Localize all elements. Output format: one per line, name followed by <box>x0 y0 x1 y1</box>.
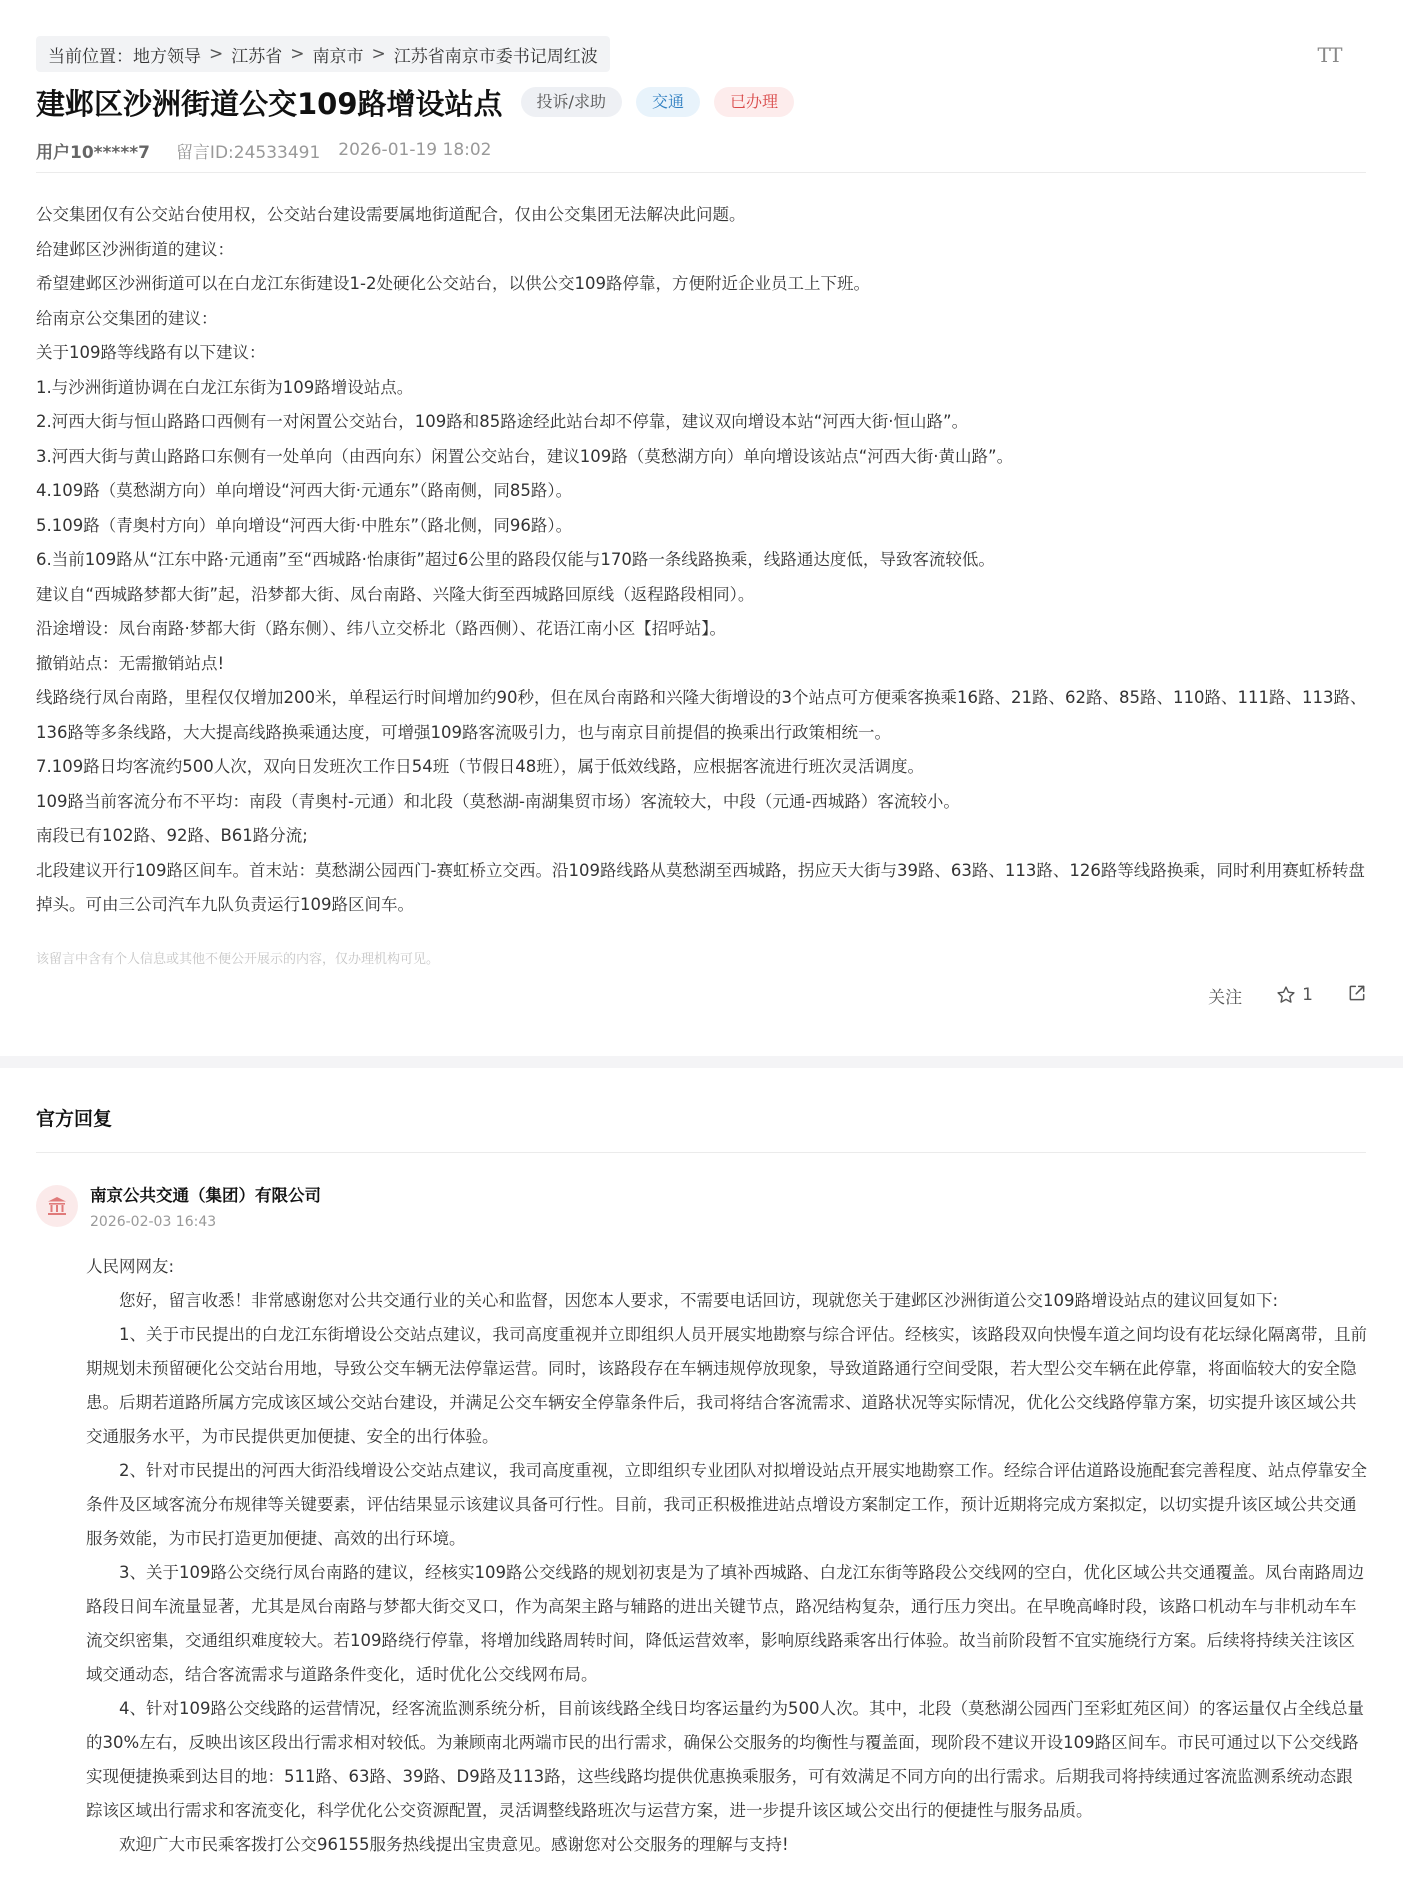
breadcrumb-item[interactable]: 江苏省南京市委书记周红波 <box>393 46 598 67</box>
divider <box>36 172 1366 173</box>
message-paragraph: 6.当前109路从“江东中路·元通南”至“西城路·怡康街”超过6公里的路段仅能与170路一条线路换乘，线路通达度低，导致客流较低。 <box>36 550 995 569</box>
org-name: 南京公共交通（集团）有限公司 <box>90 1186 321 1205</box>
share-icon <box>1347 983 1367 1003</box>
star-icon <box>1276 985 1296 1005</box>
message-paragraph: 4.109路（莫愁湖方向）单向增设“河西大街·元通东”（路南侧，同85路）。 <box>36 481 573 500</box>
post-meta <box>36 138 492 162</box>
title-row <box>36 80 808 124</box>
status-badge: 已办理 <box>714 87 794 117</box>
message-paragraph: 关于109路等线路有以下建议： <box>36 343 266 362</box>
reply-header <box>36 1180 321 1232</box>
favorite-count: 1 <box>1302 985 1313 1005</box>
breadcrumb-separator: > <box>371 44 386 64</box>
privacy-note: 该留言中含有个人信息或其他不便公开展示的内容，仅办理机构可见。 <box>36 952 440 967</box>
post-user: 用户10*****7 <box>36 142 150 163</box>
message-paragraph: 给建邺区沙洲街道的建议： <box>36 239 234 259</box>
share-button[interactable] <box>1347 983 1367 1008</box>
divider <box>36 1152 1366 1153</box>
message-paragraph: 撤销站点：无需撤销站点! <box>36 653 225 673</box>
reply-paragraph: 2、针对市民提出的河西大街沿线增设公交站点建议，我司高度重视，立即组织专业团队对拟增设站点开展实地勘察工作。经综合评估道路设施配套完善程度、站点停靠安全条件及区域客流分布规律等关键要素，评估结果显示该建议具备可行性。目前，我司正积极推进站点增设方案制定工作，预计近期将完成方案拟定，以切实提升该区域公共交通服务效能，为市民打造更加便捷、高效的出行环境。 <box>86 1461 1367 1548</box>
reply-paragraph: 欢迎广大市民乘客拨打公交96155服务热线提出宝贵意见。感谢您对公交服务的理解与支持! <box>119 1835 789 1854</box>
post-actions <box>1208 980 1367 1010</box>
reply-paragraph: 您好，留言收悉！非常感谢您对公共交通行业的关心和监督，因您本人要求，不需要电话回访，现就您关于建邺区沙洲街道公交109路增设站点的建议回复如下: <box>119 1291 1279 1310</box>
message-paragraph: 北段建议开行109路区间车。首末站：莫愁湖公园西门-赛虹桥立交西。沿109路线路从莫愁湖至西城路，拐应天大街与39路、63路、113路、126路等线路换乘，同时利用赛虹桥转盘掉头。可由三公司汽车九队负责运行109路区间车。 <box>36 860 1365 914</box>
message-paragraph: 沿途增设：凤台南路·梦都大街（路东侧）、纬八立交桥北（路西侧）、花语江南小区【招呼站】。 <box>36 619 726 638</box>
message-paragraph: 建议自“西城路梦都大街”起，沿梦都大街、凤台南路、兴隆大街至西城路回原线（返程路段相同）。 <box>36 584 755 604</box>
breadcrumb-separator: > <box>209 44 224 64</box>
message-paragraph: 希望建邺区沙洲街道可以在白龙江东街建设1-2处硬化公交站台，以供公交109路停靠，方便附近企业员工上下班。 <box>36 274 870 293</box>
message-paragraph: 线路绕行凤台南路，里程仅仅增加200米，单程运行时间增加约90秒，但在凤台南路和兴隆大街增设的3个站点可方便乘客换乘16路、21路、62路、85路、110路、111路、113路、136路等多条线路，大大提高线路换乘通达度，可增强109路客流吸引力，也与南京目前提倡的换乘出行政策相统一。 <box>36 688 1367 742</box>
breadcrumb-item[interactable]: 南京市 <box>312 46 364 67</box>
reply-paragraph: 1、关于市民提出的白龙江东街增设公交站点建议，我司高度重视并立即组织人员开展实地勘察与综合评估。经核实，该路段双向快慢车道之间均设有花坛绿化隔离带，且前期规划未预留硬化公交站台用地，导致公交车辆无法停靠运营。同时，该路段存在车辆违规停放现象，导致道路通行空间受限，若大型公交车辆在此停靠，将面临较大的安全隐患。后期若道路所属方完成该区域公交站台建设，并满足公交车辆安全停靠条件后，我司将结合客流需求、道路状况等实际情况，优化公交线路停靠方案，切实提升该区域公共交通服务水平，为市民提供更加便捷、安全的出行体验。 <box>86 1325 1367 1446</box>
category-tag: 投诉/求助 <box>521 87 622 117</box>
message-paragraph: 公交集团仅有公交站台使用权，公交站台建设需要属地街道配合，仅由公交集团无法解决此问题。 <box>36 205 746 224</box>
reply-paragraph: 3、关于109路公交绕行凤台南路的建议，经核实109路公交线路的规划初衷是为了填补西城路、白龙江东街等路段公交线网的空白，优化区域公共交通覆盖。凤台南路周边路段日间车流量显著，尤其是凤台南路与梦都大街交叉口，作为高架主路与辅路的进出关键节点，路况结构复杂，通行压力突出。在早晚高峰时段，该路口机动车与非机动车车流交织密集，交通组织难度较大。若109路绕行停靠，将增加线路周转时间，降低运营效率，影响原线路乘客出行体验。故当前阶段暂不宜实施绕行方案。后续将持续关注该区域交通动态，结合客流需求与道路条件变化，适时优化公交线网布局。 <box>86 1563 1364 1684</box>
reply-body <box>86 1250 1368 1862</box>
page-title: 建邺区沙洲街道公交109路增设站点 <box>36 86 503 121</box>
message-paragraph: 1.与沙洲街道协调在白龙江东街为109路增设站点。 <box>36 377 414 397</box>
message-paragraph: 3.河西大街与黄山路路口东侧有一处单向（由西向东）闲置公交站台，建议109路（莫愁湖方向）单向增设该站点“河西大街·黄山路”。 <box>36 446 1014 466</box>
government-building-icon <box>45 1194 69 1218</box>
section-title: 官方回复 <box>36 1108 113 1130</box>
message-paragraph: 5.109路（青奥村方向）单向增设“河西大街·中胜东”（路北侧，同96路）。 <box>36 515 573 535</box>
message-paragraph: 南段已有102路、92路、B61路分流; <box>36 826 308 845</box>
breadcrumb-prefix: 当前位置： <box>48 46 133 67</box>
message-paragraph: 给南京公交集团的建议： <box>36 308 218 328</box>
message-paragraph: 2.河西大街与恒山路路口西侧有一对闲置公交站台，109路和85路途经此站台却不停靠，建议双向增设本站“河西大街·恒山路”。 <box>36 412 969 431</box>
message-id: 留言ID:24533491 <box>175 142 321 163</box>
favorite-button[interactable] <box>1276 985 1313 1005</box>
breadcrumb <box>36 36 610 72</box>
avatar <box>36 1185 78 1227</box>
message-paragraph: 7.109路日均客流约500人次，双向日发班次工作日54班（节假日48班），属于低效线路，应根据客流进行班次灵活调度。 <box>36 757 924 776</box>
message-body <box>36 198 1370 923</box>
reply-paragraph: 4、针对109路公交线路的运营情况，经客流监测系统分析，目前该线路全线日均客运量约为500人次。其中，北段（莫愁湖公园西门至彩虹苑区间）的客运量仅占全线总量的30%左右，反映出该区段出行需求相对较低。为兼顾南北两端市民的出行需求，确保公交服务的均衡性与覆盖面，现阶段不建议开设109路区间车。市民可通过以下公交线路实现便捷换乘到达目的地：511路、63路、39路、D9路及113路，这些线路均提供优惠换乘服务，可有效满足不同方向的出行需求。后期我司将持续通过客流监测系统动态跟踪该区域出行需求和客流变化，科学优化公交资源配置，灵活调整线路班次与运营方案，进一步提升该区域公交出行的便捷性与服务品质。 <box>86 1699 1364 1820</box>
domain-tag: 交通 <box>636 87 700 117</box>
post-datetime: 2026-01-19 18:02 <box>338 140 492 160</box>
follow-button[interactable]: 关注 <box>1208 987 1243 1008</box>
reply-greeting: 人民网网友: <box>86 1257 175 1276</box>
breadcrumb-item[interactable]: 地方领导 <box>133 46 201 67</box>
font-size-icon[interactable]: TT <box>1317 43 1341 67</box>
message-paragraph: 109路当前客流分布不平均：南段（青奥村-元通）和北段（莫愁湖-南湖集贸市场）客流较大，中段（元通-西城路）客流较小。 <box>36 791 960 811</box>
reply-time: 2026-02-03 16:43 <box>90 1214 217 1230</box>
breadcrumb-item[interactable]: 江苏省 <box>231 46 283 67</box>
breadcrumb-separator: > <box>290 44 305 64</box>
reply-org <box>90 1182 321 1230</box>
